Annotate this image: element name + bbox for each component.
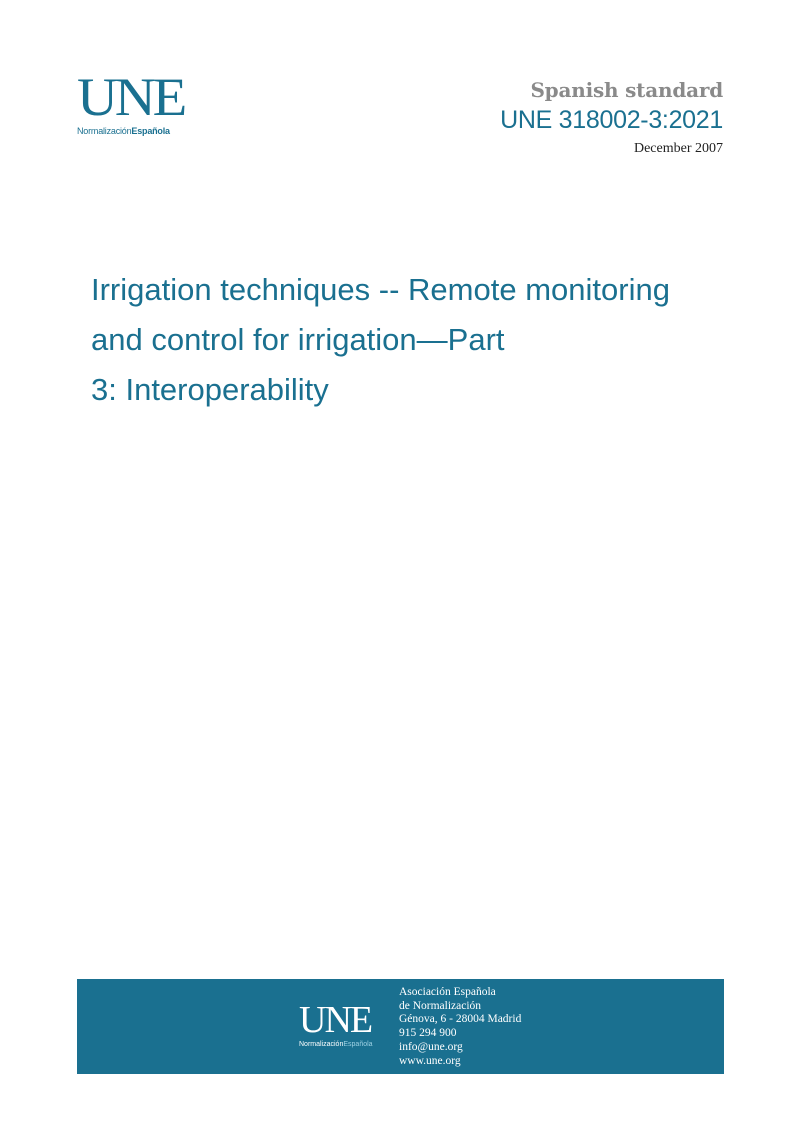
document-header: [500, 78, 723, 157]
title-line: 3: Interoperability: [91, 372, 329, 407]
logo-subtitle-bold: Española: [131, 126, 170, 136]
footer-logo-mark: UNE: [299, 999, 372, 1041]
footer-logo-subtitle-bold: Española: [343, 1041, 373, 1048]
address-line-organization-2: de Normalización: [399, 999, 482, 1012]
une-logo: [77, 67, 197, 136]
document-title: [91, 265, 751, 415]
footer-address: [399, 986, 521, 1068]
document-type: Spanish standard: [530, 78, 723, 102]
logo-mark: UNE: [77, 67, 185, 127]
footer-logo-subtitle-regular: Normalización: [299, 1041, 344, 1048]
address-line-website[interactable]: www.une.org: [399, 1054, 461, 1067]
address-line-phone: 915 294 900: [399, 1027, 457, 1040]
logo-subtitle: [77, 126, 197, 136]
document-code: UNE 318002-3:2021: [500, 106, 723, 134]
address-line-street: Génova, 6 - 28004 Madrid: [399, 1013, 522, 1026]
document-date: December 2007: [633, 141, 723, 156]
footer-logo: [299, 999, 373, 1048]
footer-band: [77, 979, 724, 1074]
title-line: and control for irrigation—Part: [91, 322, 505, 357]
title-line: Irrigation techniques -- Remote monitoring: [91, 272, 670, 307]
logo-subtitle-regular: Normalización: [77, 126, 132, 136]
address-line-email[interactable]: info@une.org: [399, 1040, 463, 1053]
address-line-organization: Asociación Española: [399, 986, 496, 998]
footer-logo-subtitle: [299, 1041, 373, 1048]
